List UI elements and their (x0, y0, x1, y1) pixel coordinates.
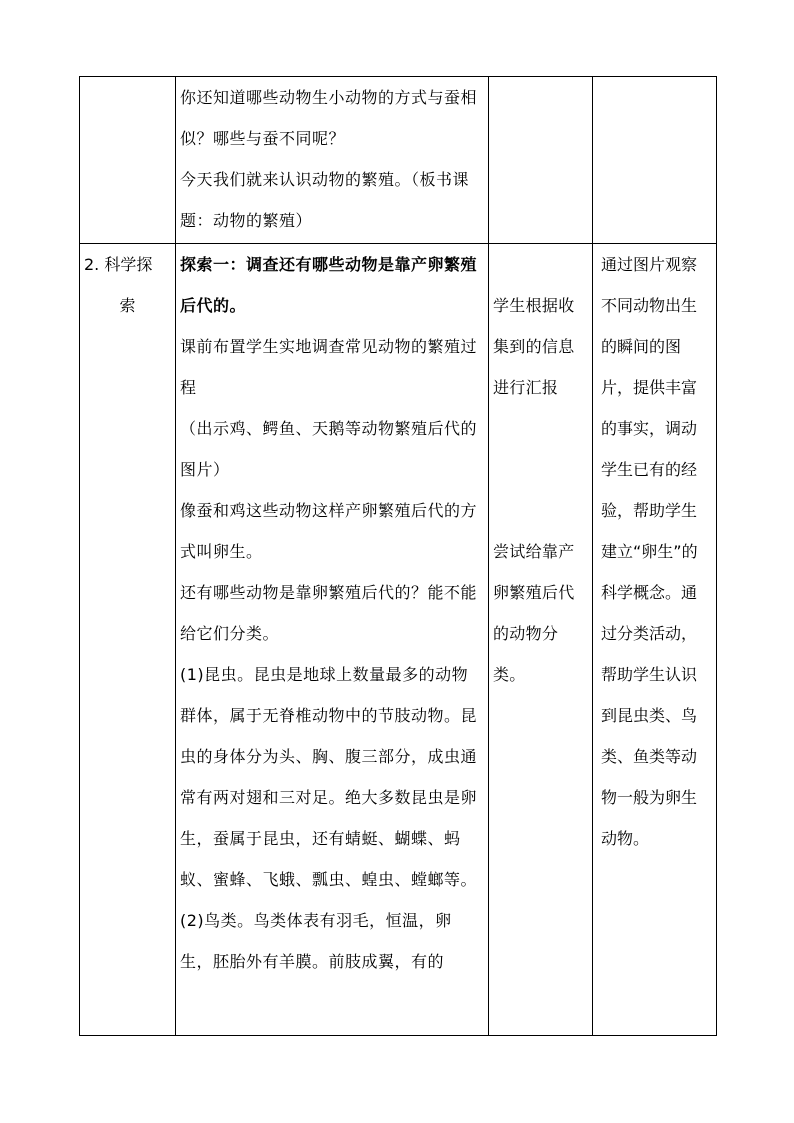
paragraph: 还有哪些动物是靠卵繁殖后代的？能不能给它们分类。 (180, 583, 478, 643)
student-activity-cell (489, 244, 593, 1036)
paragraph: 通过图片观察不同动物出生的瞬间的图片，提供丰富的事实，调动学生已有的经验，帮助学生建立“卵生”的科学概念。通过分类活动，帮助学生认识到昆虫类、鸟类、鱼类等动物一般为卵生动物。 (601, 255, 698, 848)
stage-cell (80, 77, 176, 244)
paragraph: 尝试给靠产卵繁殖后代的动物分类。 (493, 542, 575, 684)
stage-label-line2: 索 (119, 296, 136, 315)
teacher-activity-cell (176, 244, 489, 1036)
paragraph: （出示鸡、鳄鱼、天鹅等动物繁殖后代的图片） (180, 419, 478, 479)
teacher-activity-cell (176, 77, 489, 244)
paragraph: 你还知道哪些动物生小动物的方式与蚕相似？哪些与蚕不同呢？ (180, 88, 478, 148)
spacer (493, 490, 588, 531)
paragraph: 今天我们就来认识动物的繁殖。（板书课题：动物的繁殖） (180, 170, 470, 230)
paragraph: 学生根据收集到的信息进行汇报 (493, 296, 575, 397)
stage-label-line1: 2. 科学探 (84, 255, 153, 274)
table-row (80, 244, 717, 1036)
stage-cell (80, 244, 176, 1036)
paragraph: (2)鸟类。鸟类体表有羽毛，恒温，卵生，胚胎外有羊膜。前肢成翼，有的 (180, 911, 452, 971)
paragraph: 课前布置学生实地调查常见动物的繁殖过程 (180, 337, 478, 397)
paragraph: (1)昆虫。昆虫是地球上数量最多的动物群体，属于无脊椎动物中的节肢动物。昆虫的身体分为头、胸、腹三部分，成虫通常有两对翅和三对足。绝大多数昆虫是卵生，蚕属于昆虫，还有蜻蜓、蝴蝶、蚂蚁、蜜蜂、飞蛾、瓢虫、蝗虫、螳螂等。 (180, 665, 478, 889)
spacer (493, 408, 588, 490)
design-intent-cell (593, 244, 717, 1036)
design-intent-cell (593, 77, 717, 244)
section-heading: 探索一：调查还有哪些动物是靠产卵繁殖后代的。 (180, 255, 478, 315)
paragraph: 像蚕和鸡这些动物这样产卵繁殖后代的方式叫卵生。 (180, 501, 478, 561)
lesson-plan-table (79, 76, 717, 1036)
spacer (493, 244, 588, 285)
student-activity-cell (489, 77, 593, 244)
table-row (80, 77, 717, 244)
